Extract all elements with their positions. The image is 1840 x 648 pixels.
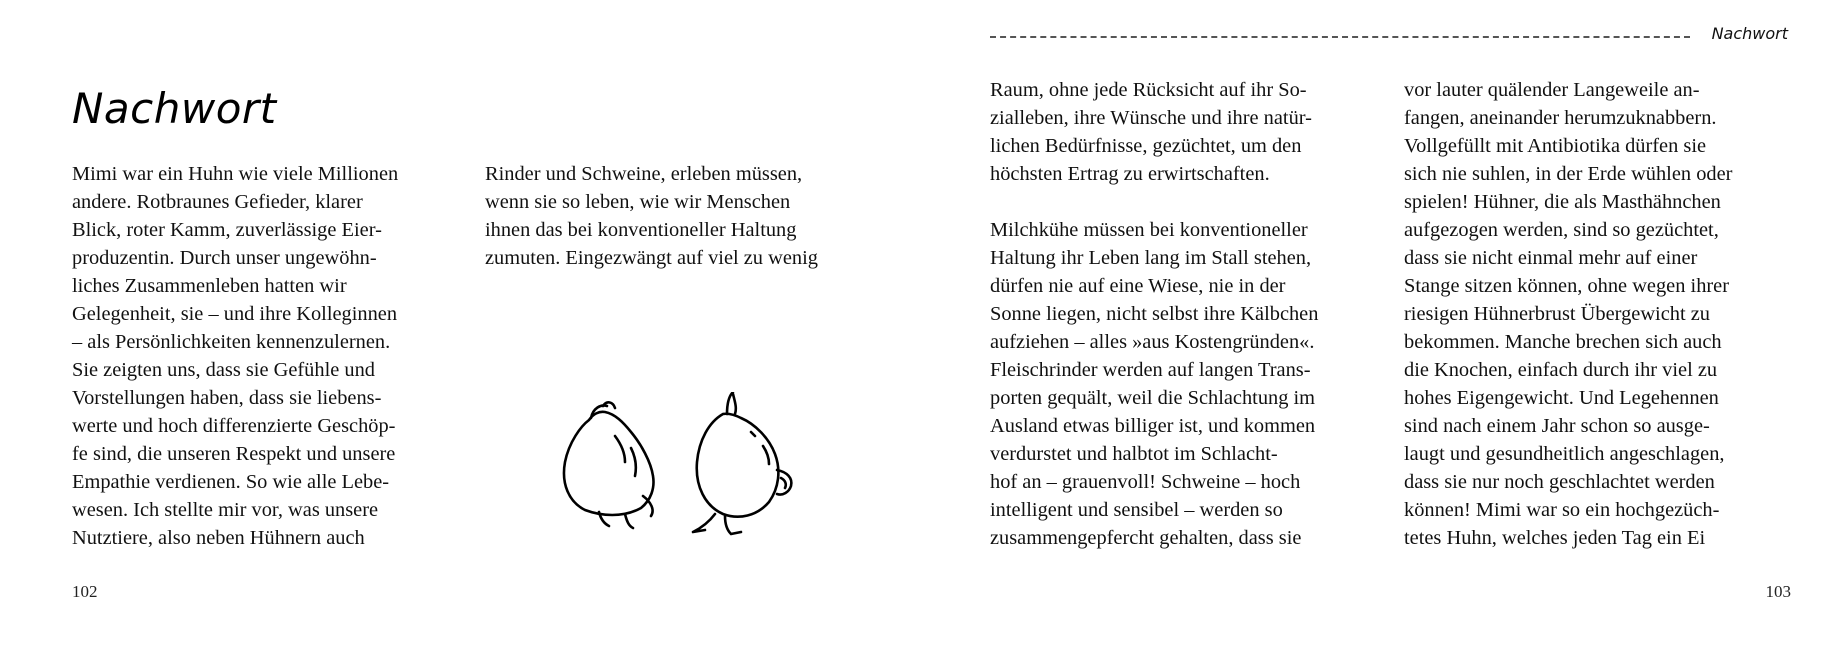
text-line: ihnen das bei konventioneller Haltung	[485, 219, 797, 241]
text-line: laugt und gesundheitlich angeschlagen,	[1404, 443, 1725, 465]
text-line: höchsten Ertrag zu erwirtschaften.	[990, 163, 1270, 185]
text-line: verdurstet und halbtot im Schlacht-	[990, 443, 1278, 465]
running-head-rule	[990, 36, 1690, 38]
text-line: porten gequält, weil die Schlachtung im	[990, 387, 1316, 409]
text-line: Fleischrinder werden auf langen Trans-	[990, 359, 1311, 381]
text-line: die Knochen, einfach durch ihr viel zu	[1404, 359, 1718, 381]
chickens-illustration	[555, 392, 825, 542]
text-line: liches Zusammenleben hatten wir	[72, 275, 347, 297]
chapter-title: Nachwort	[72, 84, 277, 133]
text-line: spielen! Hühner, die als Masthähnchen	[1404, 191, 1721, 213]
text-line: fe sind, die unseren Respekt und unsere	[72, 443, 396, 465]
text-line: tetes Huhn, welches jeden Tag ein Ei	[1404, 527, 1706, 549]
text-line: Blick, roter Kamm, zuverlässige Eier-	[72, 219, 382, 241]
left-column-1	[72, 160, 398, 552]
text-line: Rinder und Schweine, erleben müssen,	[485, 163, 803, 185]
text-line: aufziehen – alles »aus Kostengründen«.	[990, 331, 1315, 353]
text-line: Mimi war ein Huhn wie viele Millionen	[72, 163, 399, 185]
right-page	[920, 0, 1840, 648]
running-head: Nachwort	[1711, 24, 1788, 43]
text-line: Raum, ohne jede Rücksicht auf ihr So-	[990, 79, 1307, 101]
text-line: Empathie verdienen. So wie alle Lebe-	[72, 471, 390, 493]
text-line: intelligent und sensibel – werden so	[990, 499, 1283, 521]
text-line: Sonne liegen, nicht selbst ihre Kälbchen	[990, 303, 1319, 325]
right-chicken-outline	[697, 414, 779, 517]
text-line: Gelegenheit, sie – und ihre Kolleginnen	[72, 303, 398, 325]
text-line: Haltung ihr Leben lang im Stall stehen,	[990, 247, 1312, 269]
text-line: zialleben, ihre Wünsche und ihre natür-	[990, 107, 1312, 129]
text-line: Milchkühe müssen bei konventioneller	[990, 219, 1308, 241]
text-line: fangen, aneinander herumzuknabbern.	[1404, 107, 1717, 129]
text-line: aufgezogen werden, sind so gezüchtet,	[1404, 219, 1719, 241]
text-line: vor lauter quälender Langeweile an-	[1404, 79, 1700, 101]
text-line: produzentin. Durch unser ungewöhn-	[72, 247, 377, 269]
text-line: dass sie nur noch geschlachtet werden	[1404, 471, 1715, 493]
right-column-1	[990, 76, 1318, 552]
text-line: dürfen nie auf eine Wiese, nie in der	[990, 275, 1286, 297]
text-line: Vollgefüllt mit Antibiotika dürfen sie	[1404, 135, 1707, 157]
page-number-left: 102	[72, 582, 98, 601]
text-line: hof an – grauenvoll! Schweine – hoch	[990, 471, 1301, 493]
text-line: sind nach einem Jahr schon so ausge-	[1404, 415, 1710, 437]
text-line: können! Mimi war so ein hochgezüch-	[1404, 499, 1720, 521]
right-column-2	[1404, 76, 1732, 552]
text-line: Ausland etwas billiger ist, und kommen	[990, 415, 1316, 437]
text-line: bekommen. Manche brechen sich auch	[1404, 331, 1722, 353]
text-line: hohes Eigengewicht. Und Legehennen	[1404, 387, 1719, 409]
text-line: Sie zeigten uns, dass sie Gefühle und	[72, 359, 375, 381]
text-line: andere. Rotbraunes Gefieder, klarer	[72, 191, 363, 213]
text-line: Nutztiere, also neben Hühnern auch	[72, 527, 365, 549]
text-line: riesigen Hühnerbrust Übergewicht zu	[1404, 303, 1710, 325]
text-line: dass sie nicht einmal mehr auf einer	[1404, 247, 1698, 269]
text-line: lichen Bedürfnisse, gezüchtet, um den	[990, 135, 1302, 157]
text-line: wenn sie so leben, wie wir Menschen	[485, 191, 791, 213]
paragraph-gap	[990, 188, 1318, 216]
text-line: wesen. Ich stellte mir vor, was unsere	[72, 499, 379, 521]
text-line: Stange sitzen können, ohne wegen ihrer	[1404, 275, 1730, 297]
page-number-right: 103	[1765, 582, 1791, 601]
text-line: zumuten. Eingezwängt auf viel zu wenig	[485, 247, 818, 269]
left-chicken-outline	[564, 412, 654, 515]
text-line: – als Persönlichkeiten kennenzulernen.	[72, 331, 391, 353]
left-column-2	[485, 160, 818, 272]
text-line: werte und hoch differenzierte Geschöp-	[72, 415, 396, 437]
text-line: zusammengepfercht gehalten, dass sie	[990, 527, 1302, 549]
text-line: Vorstellungen haben, dass sie liebens-	[72, 387, 382, 409]
text-line: sich nie suhlen, in der Erde wühlen oder	[1404, 163, 1733, 185]
